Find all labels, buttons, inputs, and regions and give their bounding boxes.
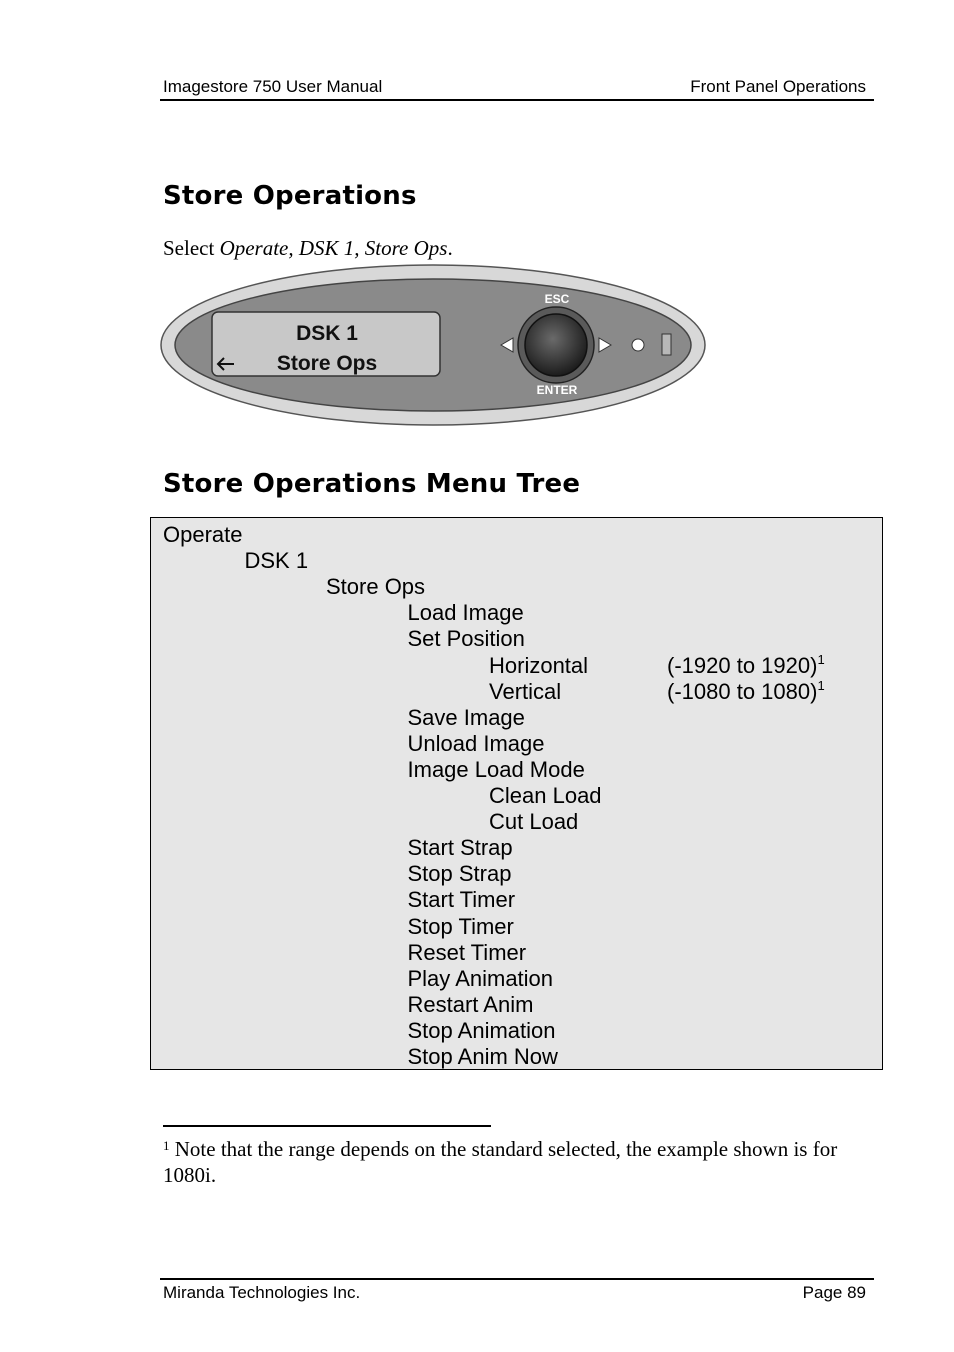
menu-tree-item xyxy=(408,966,554,992)
menu-item-label: Start Strap xyxy=(407,835,513,861)
instruction-path: Operate, DSK 1, Store Ops xyxy=(219,236,448,260)
menu-item-label: Play Animation xyxy=(407,965,554,991)
status-led xyxy=(632,339,644,351)
menu-item-range xyxy=(667,653,825,679)
enter-label: ENTER xyxy=(536,383,578,397)
menu-tree-item xyxy=(489,677,825,705)
menu-item-label: Stop Animation xyxy=(407,1017,556,1043)
menu-item-label: Reset Timer xyxy=(407,939,527,965)
menu-item-label: Start Timer xyxy=(407,887,516,913)
menu-tree-item xyxy=(408,861,512,887)
menu-tree-item xyxy=(489,809,578,835)
menu-tree-item xyxy=(408,914,514,940)
menu-item-label: Set Position xyxy=(407,626,525,652)
menu-tree-item xyxy=(245,548,309,574)
footer-rule xyxy=(160,1278,874,1280)
menu-item-label: Restart Anim xyxy=(407,991,534,1017)
menu-tree-item xyxy=(408,600,524,626)
menu-tree-item xyxy=(489,651,825,679)
header-title: Imagestore 750 User Manual xyxy=(163,77,383,96)
card-slot xyxy=(662,334,671,355)
menu-item-label: Cut Load xyxy=(489,809,579,835)
footer-page-number: Page 89 xyxy=(802,1283,866,1302)
footnote xyxy=(163,1136,883,1188)
menu-item-label: Operate xyxy=(163,522,243,547)
footnote-text: Note that the range depends on the standard selected, the example shown is for 1080i. xyxy=(163,1137,838,1187)
footnote-reference: 1 xyxy=(817,677,825,693)
section-title: Store Operations xyxy=(163,181,417,211)
footnote-rule xyxy=(163,1125,491,1127)
range-text: (-1080 to 1080) xyxy=(667,678,818,704)
menu-item-label: Vertical xyxy=(489,678,562,704)
menu-tree-title: Store Operations Menu Tree xyxy=(163,469,581,499)
menu-item-label: Clean Load xyxy=(489,783,602,808)
control-knob xyxy=(525,314,587,376)
range-text: (-1920 to 1920) xyxy=(667,652,818,678)
menu-item-label: Image Load Mode xyxy=(407,756,585,782)
instruction-suffix: . xyxy=(447,236,453,260)
instruction-text xyxy=(163,236,453,261)
menu-item-label: DSK 1 xyxy=(244,548,309,574)
header-rule xyxy=(160,99,874,101)
footnote-reference: 1 xyxy=(817,651,825,667)
menu-item-label: Stop Strap xyxy=(407,861,512,887)
display-line-2: Store Ops xyxy=(276,352,378,375)
menu-tree-item xyxy=(408,626,525,652)
menu-item-label: Stop Timer xyxy=(407,913,514,939)
menu-item-range xyxy=(667,679,825,705)
menu-item-label: Save Image xyxy=(407,704,525,730)
menu-item-label: Horizontal xyxy=(489,652,589,678)
menu-tree-item xyxy=(408,757,585,783)
menu-item-label: Unload Image xyxy=(407,730,545,756)
menu-tree-item xyxy=(408,835,513,861)
menu-tree-item xyxy=(408,731,545,757)
display-line-1: DSK 1 xyxy=(296,322,358,345)
menu-tree-item xyxy=(163,522,243,548)
footnote-mark: 1 xyxy=(163,1138,170,1153)
menu-item-label: Stop Anim Now xyxy=(407,1044,558,1069)
menu-tree-item xyxy=(408,1018,556,1044)
front-panel-illustration xyxy=(160,262,712,430)
menu-tree-item xyxy=(408,992,534,1018)
menu-tree-item xyxy=(408,1044,558,1070)
esc-label: ESC xyxy=(544,292,570,306)
menu-tree xyxy=(150,517,883,1070)
menu-tree-item xyxy=(326,574,425,600)
menu-tree-item xyxy=(489,783,602,809)
instruction-prefix: Select xyxy=(163,236,220,260)
menu-item-label: Store Ops xyxy=(326,574,426,600)
menu-tree-item xyxy=(408,705,525,731)
menu-tree-item xyxy=(408,940,527,966)
menu-tree-item xyxy=(408,887,516,913)
footer-company: Miranda Technologies Inc. xyxy=(163,1283,361,1302)
header-section: Front Panel Operations xyxy=(690,77,866,96)
menu-item-label: Load Image xyxy=(407,600,524,626)
